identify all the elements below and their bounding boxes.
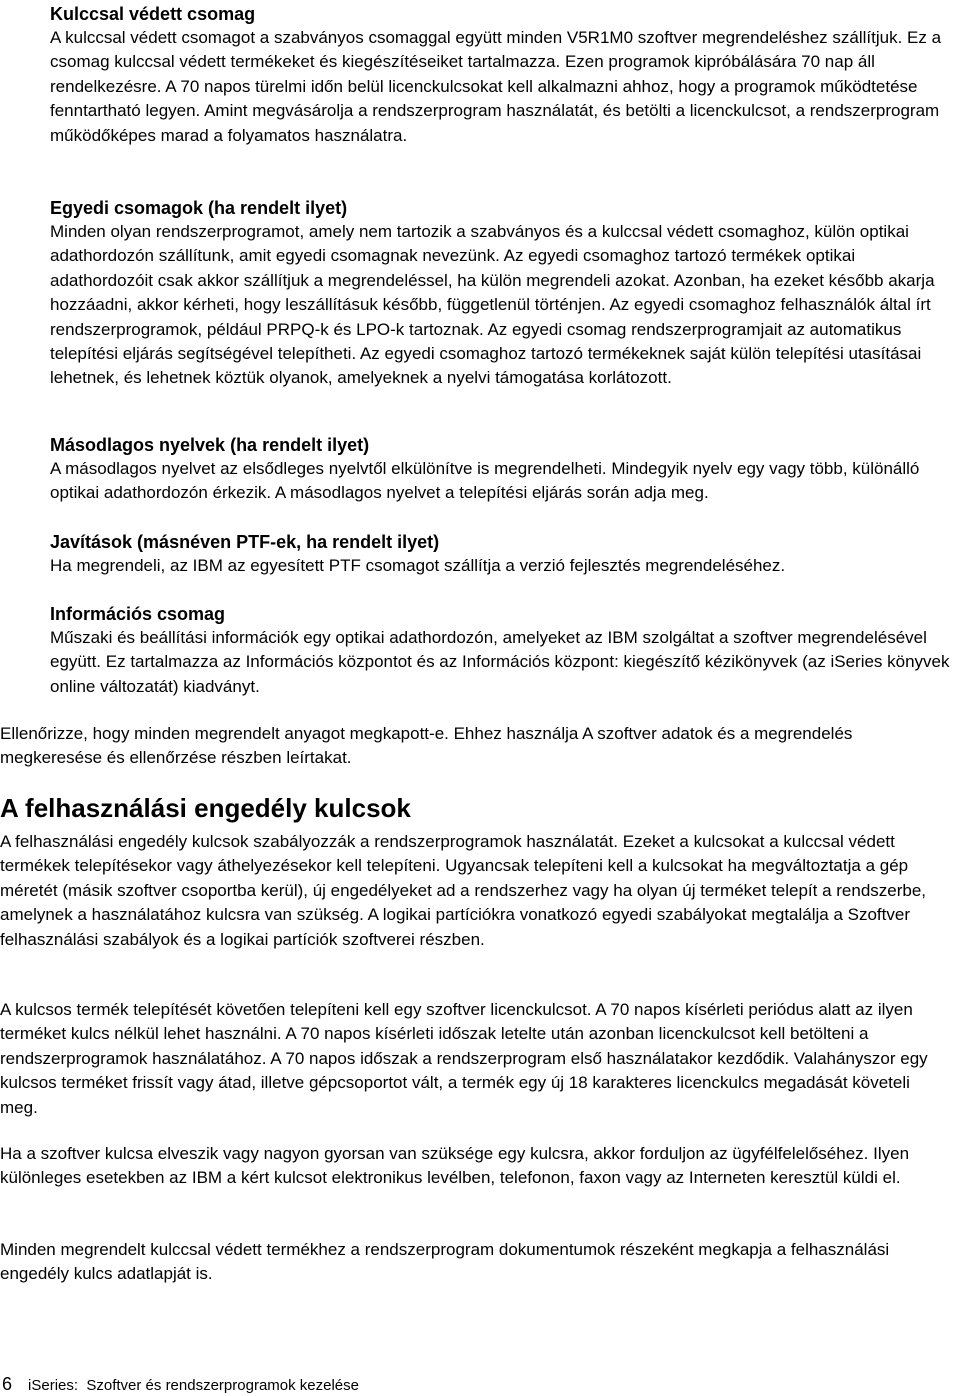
package-item-keyed — [50, 2, 952, 148]
item-text: Műszaki és beállítási információk egy optikai adathordozón, amelyeket az IBM szolgáltat a szoftver megrendelésével együtt. Ez tartalmazza az Információs központot és az Információs központ: kiegészítő kézikönyvek (az iSeries könyvek online változatát) kiadványt. — [50, 628, 950, 696]
section-paragraph: A felhasználási engedély kulcsok szabályozzák a rendszerprogramok használatát. Ezeket a kulcsokat a kulccsal védett termékek telepítésekor vagy áthelyezésekor kell telepíteni. Ugyancsak telepíteni kell a kulcsokat ha megváltoztatja a gép méretét (másik szoftver csoportba kerül), új engedélyeket ad a rendszerhez vagy ha olyan új terméket telepít a rendszerbe, amelynek a használatához kulcsra van szükség. A logikai partíciókra vonatkozó egyedi szabályokat megtalálja a Szoftver felhasználási szabályok és a logikai partíciók szoftverei részben. — [0, 832, 927, 949]
item-title: Javítások (másnéven PTF-ek, ha rendelt ilyet) — [50, 532, 440, 552]
section-heading: A felhasználási engedély kulcsok — [0, 793, 411, 823]
item-title: Egyedi csomagok (ha rendelt ilyet) — [50, 198, 348, 218]
book-title: iSeries: Szoftver és rendszerprogramok kezelése — [28, 1377, 359, 1394]
item-text: A kulccsal védett csomagot a szabványos csomaggal együtt minden V5R1M0 szoftver megrendeléshez szállítjuk. Ez a csomag kulccsal védett termékeket és kiegészítéseiket tartalmazza. Ezen programok kipróbálására 70 nap áll rendelkezésre. A 70 napos türelmi időn belül licenckulcsokat kell alkalmazni ahhoz, hogy a programok működtetése fenntartható legyen. Amint megvásárolja a rendszerprogram használatát, és betölti a licenckulcsot, a rendszerprogram működőképes marad a folyamatos használatra. — [50, 28, 942, 145]
package-item-secondary-languages — [50, 433, 952, 506]
page-footer — [2, 1374, 359, 1396]
item-title: Másodlagos nyelvek (ha rendelt ilyet) — [50, 435, 370, 455]
section-paragraph: Minden megrendelt kulccsal védett termékhez a rendszerprogram dokumentumok részeként megkapja a felhasználási engedély kulcs adatlapját is. — [0, 1240, 890, 1284]
package-item-custom — [50, 196, 952, 391]
item-title: Információs csomag — [50, 604, 226, 624]
package-item-info — [50, 602, 952, 699]
item-text: Ha megrendeli, az IBM az egyesített PTF csomagot szállítja a verzió fejlesztés megrendeléséhez. — [50, 556, 786, 575]
item-text: Minden olyan rendszerprogramot, amely nem tartozik a szabványos és a kulccsal védett csomaghoz, külön optikai adathordozón szállítunk, amit egyedi csomagnak nevezünk. Az egyedi csomaghoz tartozó termékek optikai adathordozóit csak akkor szállítjuk a megrendeléssel, ha külön megrendeli azokat. Azonban, ha ezeket később akarja hozzáadni, akkor kérheti, hogy leszállításuk később, függetlenül történjen. Az egyedi csomaghoz felhasználók által írt rendszerprogramok, például PRPQ-k és LPO-k tartoznak. Az egyedi csomag rendszerprogramjait az automatikus telepítési eljárás segítségével telepítheti. Az egyedi csomaghoz tartozó termékeknek saját külön telepítési utasításai lehetnek, és lehetnek köztük olyanok, amelyeknek a nyelvi támogatása korlátozott. — [50, 222, 935, 388]
verify-paragraph: Ellenőrizze, hogy minden megrendelt anyagot megkapott-e. Ehhez használja A szoftver adatok és a megrendelés megkeresése és ellenőrzése részben leírtakat. — [0, 724, 853, 768]
item-text: A másodlagos nyelvet az elsődleges nyelvtől elkülönítve is megrendelheti. Mindegyik nyelv egy vagy több, különálló optikai adathordozón érkezik. A másodlagos nyelvet a telepítési eljárás során adja meg. — [50, 459, 920, 503]
section-paragraph: Ha a szoftver kulcsa elveszik vagy nagyon gyorsan van szüksége egy kulcsra, akkor forduljon az ügyfélfelelőséhez. Ilyen különleges esetekben az IBM a kért kulcsot elektronikus levélben, telefonon, faxon vagy az Interneten keresztül küldi el. — [0, 1144, 910, 1188]
item-title: Kulccsal védett csomag — [50, 4, 256, 24]
package-item-fixes — [50, 530, 952, 578]
section-paragraph: A kulcsos termék telepítését követően telepíteni kell egy szoftver licenckulcsot. A 70 napos kísérleti periódus alatt az ilyen terméket kulcs nélkül lehet használni. A 70 napos kísérleti időszak letelte után azonban licenckulcsot kell betölteni a rendszerprogramok használatához. A 70 napos időszak a rendszerprogram első használatakor kezdődik. Valahányszor egy kulcsos terméket frissít vagy átad, illetve gépcsoportot vált, a termék egy új 18 karakteres licenckulcs megadását követeli meg. — [0, 1000, 928, 1117]
page-number: 6 — [2, 1374, 13, 1394]
